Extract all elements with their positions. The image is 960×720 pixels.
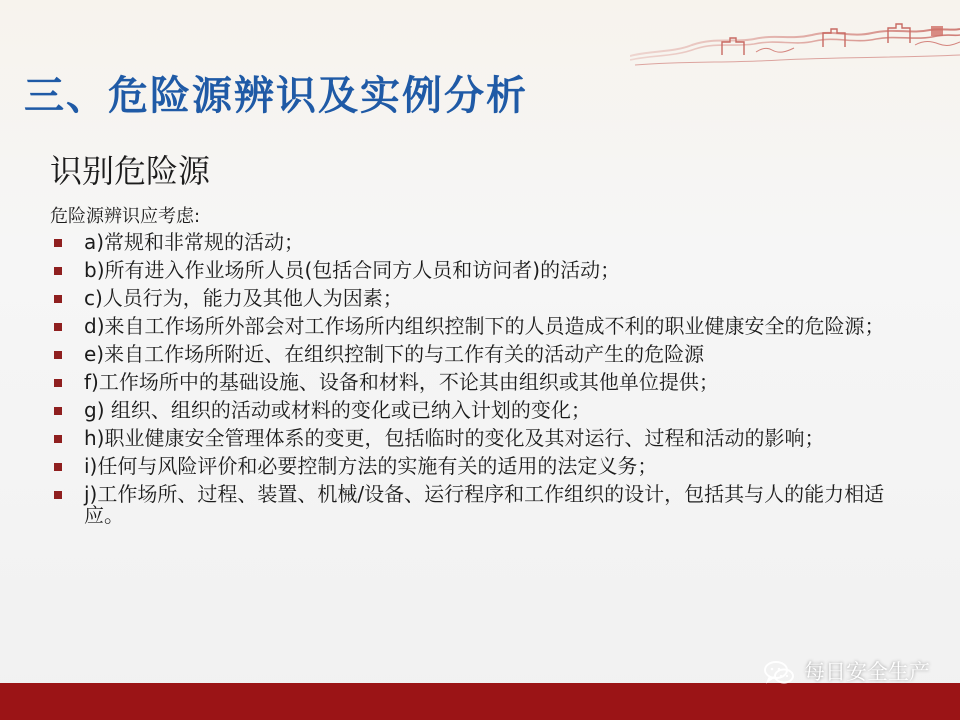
list-item: [50, 316, 920, 337]
square-bullet-icon: [54, 295, 62, 303]
list-item: [50, 456, 920, 477]
square-bullet-icon: [54, 491, 62, 499]
intro-text: 危险源辨识应考虑:: [50, 206, 201, 227]
hazard-consideration-list: [50, 232, 920, 533]
square-bullet-icon: [54, 435, 62, 443]
section-subtitle: 识别危险源: [50, 152, 211, 190]
square-bullet-icon: [54, 239, 62, 247]
list-item-text: b)所有进入作业场所人员(包括合同方人员和访问者)的活动；: [84, 258, 621, 282]
square-bullet-icon: [54, 379, 62, 387]
bottom-red-band: [0, 683, 960, 720]
square-bullet-icon: [54, 351, 62, 359]
list-item-text: d)来自工作场所外部会对工作场所内组织控制下的人员造成不利的职业健康安全的危险源；: [84, 314, 885, 338]
list-item-text: g) 组织、组织的活动或材料的变化或已纳入计划的变化；: [84, 398, 591, 422]
list-item-text: h)职业健康安全管理体系的变更，包括临时的变化及其对运行、过程和活动的影响；: [84, 426, 825, 450]
list-item: [50, 372, 920, 393]
list-item-text: i)任何与风险评价和必要控制方法的实施有关的适用的法定义务；: [84, 454, 658, 478]
square-bullet-icon: [54, 407, 62, 415]
list-item-text: c)人员行为，能力及其他人为因素；: [84, 286, 403, 310]
list-item-text: a)常规和非常规的活动；: [84, 230, 305, 254]
list-item: [50, 428, 920, 449]
wechat-icon: [762, 658, 796, 686]
list-item-text: j)工作场所、过程、装置、机械/设备、运行程序和工作组织的设计，包括其与人的能力相适应。: [84, 482, 885, 527]
list-item: [50, 232, 920, 253]
list-item-text: e)来自工作场所附近、在组织控制下的与工作有关的活动产生的危险源: [84, 342, 705, 366]
square-bullet-icon: [54, 463, 62, 471]
great-wall-decoration: [630, 8, 960, 70]
square-bullet-icon: [54, 323, 62, 331]
wechat-watermark: [762, 658, 930, 686]
square-bullet-icon: [54, 267, 62, 275]
list-item: [50, 260, 920, 281]
list-item: [50, 344, 920, 365]
list-item-text: f)工作场所中的基础设施、设备和材料，不论其由组织或其他单位提供；: [84, 370, 719, 394]
slide-title: 三、危险源辨识及实例分析: [24, 73, 528, 119]
list-item: [50, 400, 920, 421]
watermark-label: 每日安全生产: [804, 660, 930, 684]
list-item: [50, 484, 920, 526]
list-item: [50, 288, 920, 309]
